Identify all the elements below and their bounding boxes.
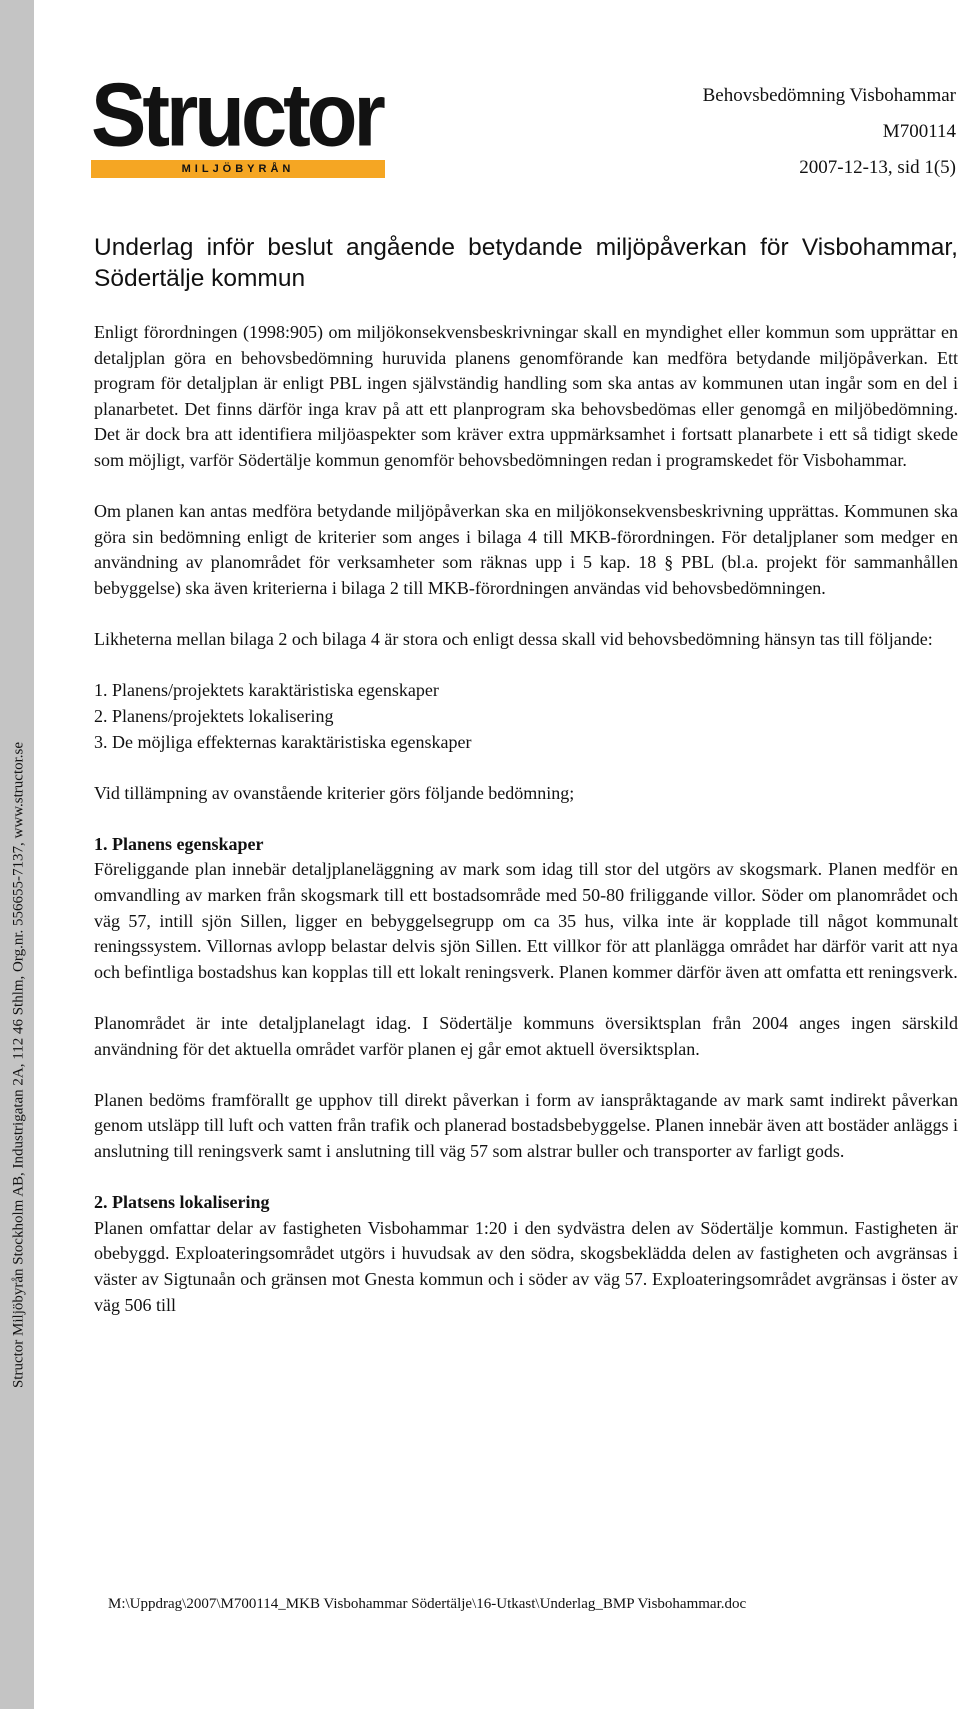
section-heading-location: 2. Platsens lokalisering [94, 1192, 270, 1213]
structor-logo [91, 64, 387, 178]
list-item: 3. De möjliga effekternas karaktäristiska egenskaper [94, 731, 472, 752]
section1-paragraph-3: Planen bedöms framförallt ge upphov till direkt påverkan i form av ianspråktagande av mark samt indirekt påverkan genom utsläpp till luft och vatten från trafik och planerad bostadsbebyggelse. Planen innebär även att bostäder anläggs i anslutning till reningsverk samt i anslutning till väg 57 som alstrar buller och transporter av farligt gods. [94, 1089, 958, 1161]
side-strip [0, 0, 34, 1709]
intro-paragraph: Enligt förordningen (1998:905) om miljökonsekvensbeskrivningar skall en myndighet eller kommun som upprättar en detaljplan göra en behovsbedömning huruvida planens genomförande kan medföra betydande miljöpåverkan. Ett program för detaljplan är enligt PBL ingen självständig handling som ska antas av kommunen utan ingår som en del i planarbetet. Det finns därför inga krav på att ett planprogram ska behovsbedömas eller genomgå en miljöbedömning. Det är dock bra att identifiera miljöaspekter som kräver extra uppmärksamhet i fortsatt planarbete i ett så tidigt skede som möjligt, varför Södertälje kommun genomför behovsbedömningen redan i programskedet för Visbohammar. [94, 322, 958, 470]
section1-paragraph-2: Planområdet är inte detaljplanelagt idag. I Södertälje kommuns översiktsplan från 2004 anges ingen särskild användning för det aktuella området varför planen ej går emot aktuell översiktsplan. [94, 1013, 958, 1059]
logo-tagline-bar: MILJÖBYRÅN [91, 160, 385, 178]
section-heading-plan-properties: 1. Planens egenskaper [94, 833, 264, 854]
document-date-page: 2007-12-13, sid 1(5) [799, 157, 956, 178]
list-item: 2. Planens/projektets lokalisering [94, 705, 334, 726]
logo-wordmark: Structor [91, 64, 382, 166]
footer-file-path: M:\Uppdrag\2007\M700114_MKB Visbohammar Södertälje\16-Utkast\Underlag_BMP Visbohammar.doc [108, 1596, 747, 1612]
page-title: Underlag inför beslut angående betydande miljöpåverkan för Visbohammar, Södertälje kommun [94, 234, 958, 292]
document-title: Behovsbedömning Visbohammar [702, 85, 956, 106]
document-body [94, 320, 958, 1318]
list-item: 1. Planens/projektets karaktäristiska egenskaper [94, 680, 439, 701]
assessment-intro-paragraph: Vid tillämpning av ovanstående kriterier görs följande bedömning; [94, 782, 575, 803]
document-number: M700114 [882, 121, 956, 142]
section1-paragraph-1: Föreliggande plan innebär detaljplaneläggning av mark som idag till stor del utgörs av skogsmark. Planen medför en omvandling av marken från skogsmark till ett bostadsområde med 50-80 friliggande villor. Söder om planområdet och väg 57, intill sjön Sillen, ligger en bebyggelsegrupp om ca 35 hus, vilka inte är kopplade till något kommunalt reningssystem. Villornas avlopp belastar delvis sjön Sillen. Ett villkor för att planlägga området har därför varit att nya och befintliga bostadshus kan kopplas till ett lokalt reningsverk. Planen kommer därför även att omfatta ett reningsverk. [94, 859, 958, 982]
criteria-list [94, 678, 958, 755]
document-header [703, 78, 956, 186]
criteria-intro-paragraph: Likheterna mellan bilaga 2 och bilaga 4 är stora och enligt dessa skall vid behovsbedömning hänsyn tas till följande: [94, 629, 933, 650]
section2-paragraph-1: Planen omfattar delar av fastigheten Visbohammar 1:20 i den sydvästra delen av Södertälje kommun. Fastigheten är obebyggd. Exploateringsområdet utgörs i huvudsak av den södra, skogsbeklädda delen av fastigheten och avgränsas i väster av Sigtunaån och gränsen mot Gnesta kommun och i söder av väg 57. Exploateringsområdet avgränsas i öster av väg 506 till [94, 1217, 958, 1315]
mkb-paragraph: Om planen kan antas medföra betydande miljöpåverkan ska en miljökonsekvensbeskrivning upprättas. Kommunen ska göra sin bedömning enligt de kriterier som anges i bilaga 4 till MKB-förordningen. För detaljplaner som medger en användning av planområdet för verksamheter som räknas upp i 5 kap. 18 § PBL (bl.a. projekt för sammanhållen bebyggelse) ska även kriterierna i bilaga 2 till MKB-förordningen användas vid behovsbedömningen. [94, 501, 958, 598]
company-info-vertical: Structor Miljöbyrån Stockholm AB, Industrigatan 2A, 112 46 Sthlm, Org.nr. 556655-7137, www.structor.se [10, 741, 27, 1389]
